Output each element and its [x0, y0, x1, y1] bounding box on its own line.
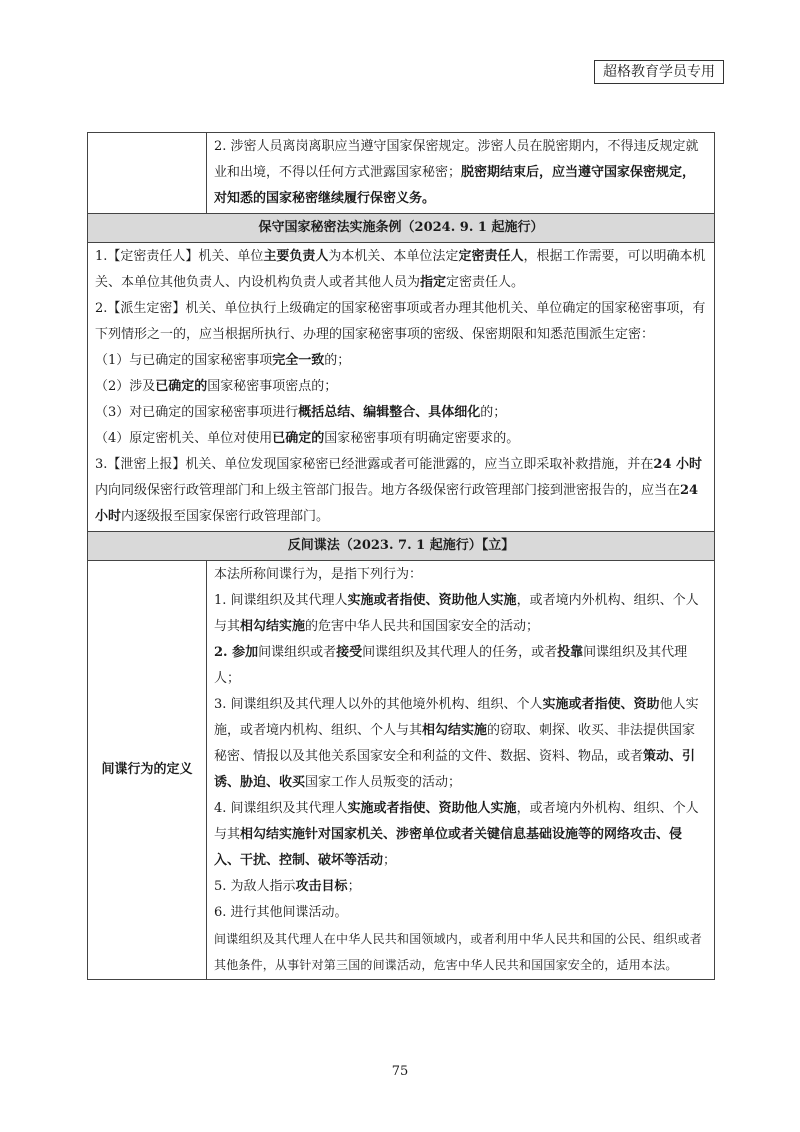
list-item: 6. 进行其他间谍活动。: [214, 905, 348, 920]
list-item: （3）对已确定的国家秘密事项进行概括总结、编辑整合、具体细化的；: [95, 405, 507, 420]
section-title: 保守国家秘密法实施条例（2024. 9. 1 起施行）: [88, 214, 715, 243]
list-item: （1）与已确定的国家秘密事项完全一致的；: [95, 353, 351, 368]
text: 2. 涉密人员离岗离职应当遵守国家保密规定。涉密人员在脱密期内，不得违反规定就业和出境，不得以任何方式泄露国家秘密；: [214, 139, 699, 180]
page-number: 75: [391, 1064, 409, 1079]
paragraph: 2.【派生定密】机关、单位执行上级确定的国家秘密事项或者办理其他机关、单位确定的国家秘密事项，有下列情形之一的，应当根据所执行、办理的国家秘密事项的密级、保密期限和知悉范围派生定密：: [95, 301, 706, 342]
table-row: [88, 243, 715, 532]
section-title: 反间谍法（2023. 7. 1 起施行）【立】: [88, 532, 715, 561]
table-cell: [207, 561, 715, 980]
list-item: 5. 为敌人指示攻击目标；: [214, 879, 361, 894]
paragraph: 1.【定密责任人】机关、单位主要负责人为本机关、本单位法定定密责任人，根据工作需要，可以明确本机关、本单位其他负责人、内设机构负责人或者其他人员为指定定密责任人。: [95, 249, 706, 290]
list-item: （2）涉及已确定的国家秘密事项密点的；: [95, 379, 338, 394]
empty-left-cell: [88, 133, 207, 214]
emphasis: 脱密期结束后，应当遵守国家保密规定，对知悉的国家秘密继续履行保密义务。: [214, 165, 696, 206]
watermark-stamp: 超格教育学员专用: [594, 60, 724, 84]
table-row: [88, 133, 715, 214]
list-item: 2. 参加间谍组织或者接受间谍组织及其代理人的任务，或者投靠间谍组织及其代理人；: [214, 645, 688, 686]
list-item: 3. 间谍组织及其代理人以外的其他境外机构、组织、个人实施或者指使、资助他人实施，或者境内机构、组织、个人与其相勾结实施的窃取、刺探、收买、非法提供国家秘密、情报以及其他关系国家安全和利益的文件、数据、资料、物品，或者策动、引诱、胁迫、收买国家工作人员叛变的活动；: [214, 697, 699, 790]
row-label: 间谍行为的定义: [88, 561, 207, 980]
law-table: [87, 132, 715, 980]
note-paragraph: 间谍组织及其代理人在中华人民共和国领域内，或者利用中华人民共和国的公民、组织或者其他条件，从事针对第三国的间谍活动，危害中华人民共和国国家安全的，适用本法。: [214, 932, 703, 972]
table-cell: [88, 243, 715, 532]
list-item: 4. 间谍组织及其代理人实施或者指使、资助他人实施，或者境内外机构、组织、个人与其相勾结实施针对国家机关、涉密单位或者关键信息基础设施等的网络攻击、侵入、干扰、控制、破坏等活动；: [214, 801, 699, 868]
section-header-row: [88, 532, 715, 561]
table-row: [88, 561, 715, 980]
paragraph: 3.【泄密上报】机关、单位发现国家秘密已经泄露或者可能泄露的，应当立即采取补救措施，并在24 小时内向同级保密行政管理部门和上级主管部门报告。地方各级保密行政管理部门接到泄密报告的，应当在24 小时内逐级报至国家保密行政管理部门。: [95, 457, 703, 524]
table-cell: [207, 133, 715, 214]
list-item: 1. 间谍组织及其代理人实施或者指使、资助他人实施，或者境内外机构、组织、个人与其相勾结实施的危害中华人民共和国国家安全的活动；: [214, 593, 699, 634]
list-item: （4）原定密机关、单位对使用已确定的国家秘密事项有明确定密要求的。: [95, 431, 520, 446]
paragraph: 本法所称间谍行为，是指下列行为：: [214, 567, 423, 582]
section-header-row: [88, 214, 715, 243]
